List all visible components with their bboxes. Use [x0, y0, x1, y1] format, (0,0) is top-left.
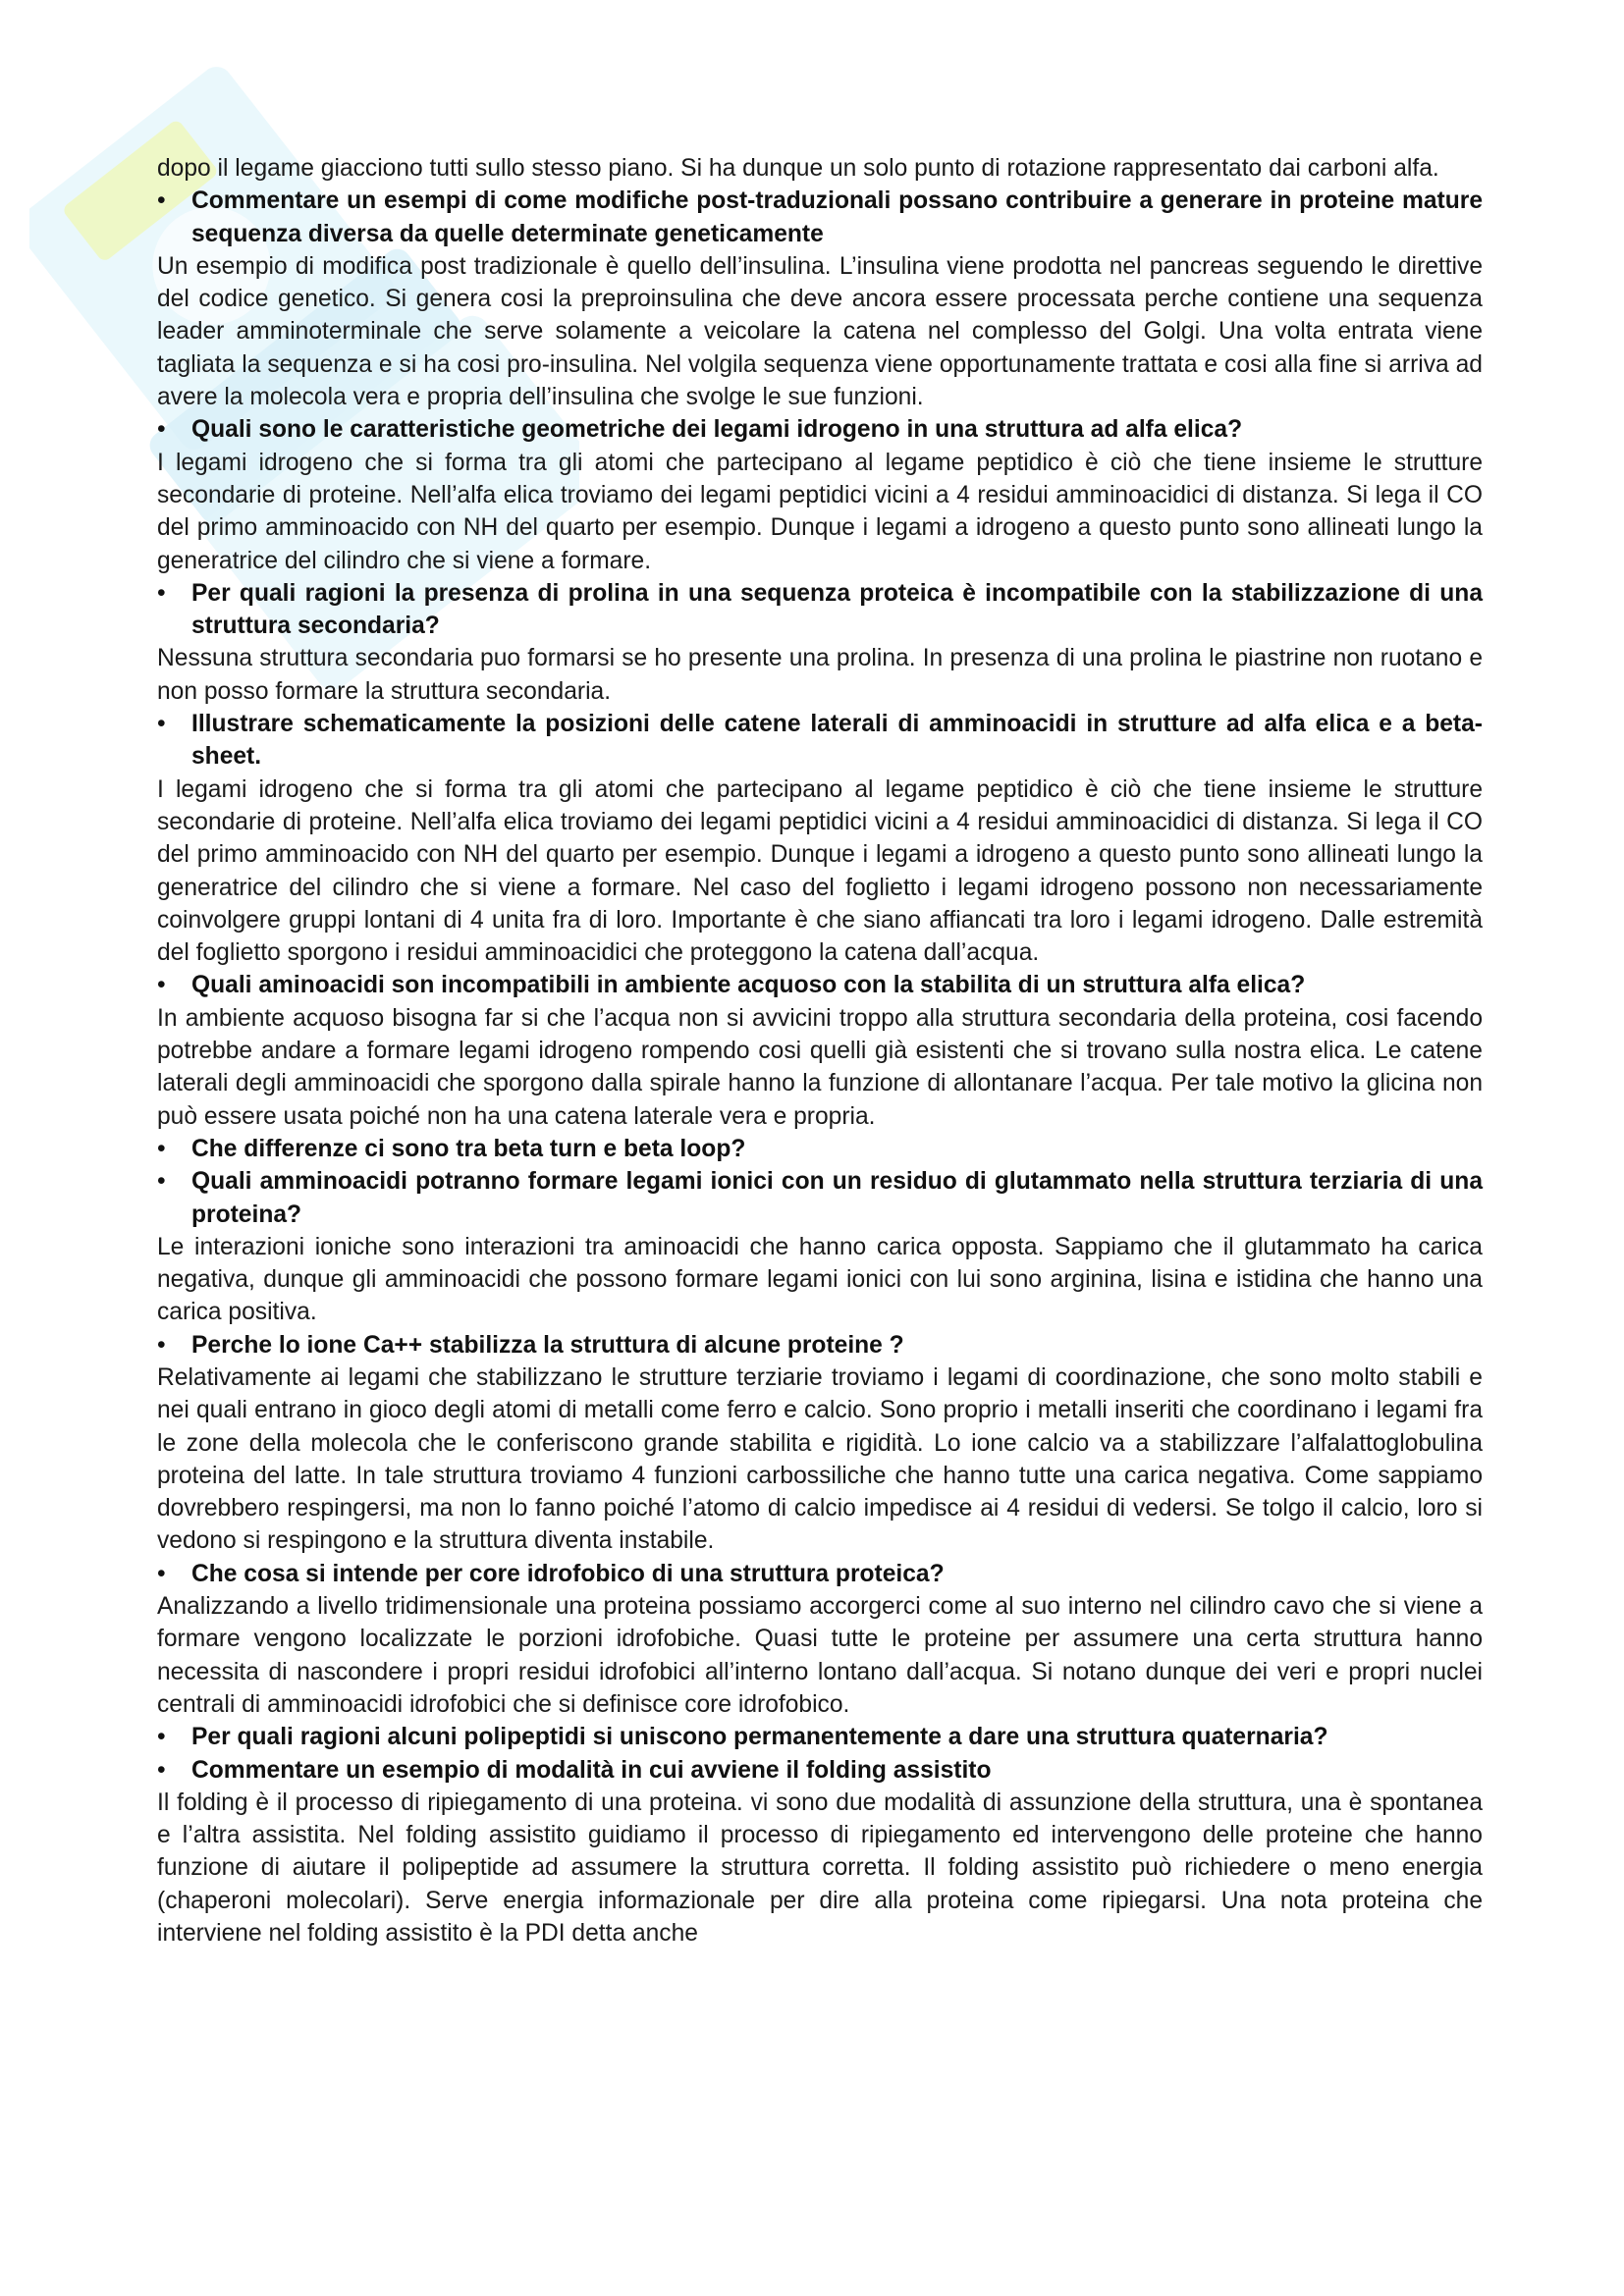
- bullet-icon: •: [157, 1331, 166, 1359]
- bullet-icon: •: [157, 1724, 166, 1751]
- question-text: Quali amminoacidi potranno formare legami ionici con un residuo di glutammato nella struttura terziaria di una proteina?: [191, 1168, 1483, 1228]
- question-text: Quali sono le caratteristiche geometriche dei legami idrogeno in una struttura ad alfa elica?: [191, 416, 1243, 444]
- question-text: Perche lo ione Ca++ stabilizza la struttura di alcune proteine ?: [191, 1331, 904, 1359]
- question-text: Commentare un esempi di come modifiche post-traduzionali possano contribuire a generare in proteine mature sequenza diversa da quelle determinate geneticamente: [191, 187, 1483, 247]
- bullet-icon: •: [157, 711, 166, 738]
- question-bullet-item: [157, 708, 1483, 774]
- question-bullet-item: [157, 969, 1483, 1001]
- question-bullet-item: [157, 413, 1483, 446]
- bullet-icon: •: [157, 579, 166, 607]
- question-text: Che cosa si intende per core idrofobico di una struttura proteica?: [191, 1560, 945, 1587]
- question-text: Per quali ragioni la presenza di prolina in una sequenza proteica è incompatibile con la stabilizzazione di una struttura secondaria?: [191, 579, 1483, 640]
- bullet-icon: •: [157, 187, 166, 215]
- bullet-icon: •: [157, 972, 166, 999]
- bullet-icon: •: [157, 1756, 166, 1784]
- bullet-icon: •: [157, 1560, 166, 1587]
- question-bullet-item: [157, 1329, 1483, 1362]
- paragraph: I legami idrogeno che si forma tra gli atomi che partecipano al legame peptidico è ciò che tiene insieme le strutture secondarie di proteine. Nell’alfa elica troviamo dei legami peptidici vicini a 4 residui amminoacidici di distanza. Si lega il CO del primo amminoacido con NH del quarto per esempio. Dunque i legami a idrogeno a questo punto sono allineati lungo la generatrice del cilindro che si viene a formare.: [157, 449, 1483, 574]
- question-bullet-item: [157, 1754, 1483, 1787]
- paragraph: Le interazioni ioniche sono interazioni tra aminoacidi che hanno carica opposta. Sappiamo che il glutammato ha carica negativa, dunque gli amminoacidi che possono formare legami ionici con lui sono arginina, lisina e istidina che hanno una carica positiva.: [157, 1233, 1483, 1326]
- question-text: Commentare un esempio di modalità in cui avviene il folding assistito: [191, 1756, 992, 1784]
- paragraph: In ambiente acquoso bisogna far si che l’acqua non si avvicini troppo alla struttura secondaria della proteina, cosi facendo potrebbe andare a formare legami idrogeno rompendo cosi quelli già esistenti che si trovano sulla nostra elica. Le catene laterali degli amminoacidi che sporgono dalla spirale hanno la funzione di allontanare l’acqua. Per tale motivo la glicina non può essere usata poiché non ha una catena laterale vera e propria.: [157, 1004, 1483, 1130]
- paragraph: Analizzando a livello tridimensionale una proteina possiamo accorgerci come al suo interno nel cilindro cavo che si viene a formare vengono localizzate le porzioni idrofobiche. Quasi tutte le proteine per assumere una certa struttura hanno necessita di nascondere i propri residui idrofobici all’interno lontano dall’acqua. Si notano dunque dei veri e propri nuclei centrali di amminoacidi idrofobici che si definisce core idrofobico.: [157, 1593, 1483, 1718]
- paragraph: dopo il legame giacciono tutti sullo stesso piano. Si ha dunque un solo punto di rotazione rappresentato dai carboni alfa.: [157, 155, 1439, 182]
- question-bullet-item: [157, 1721, 1483, 1753]
- question-text: Illustrare schematicamente la posizioni delle catene laterali di amminoacidi in strutture ad alfa elica e a beta-sheet.: [191, 711, 1483, 771]
- bullet-icon: •: [157, 416, 166, 444]
- paragraph: Un esempio di modifica post tradizionale è quello dell’insulina. L’insulina viene prodotta nel pancreas seguendo le direttive del codice genetico. Si genera cosi la preproinsulina che deve ancora essere processata perche contiene una sequenza leader amminoterminale che serve solamente a veicolare la catena nel complesso del Golgi. Una volta entrata viene tagliata la sequenza e si ha cosi pro-insulina. Nel volgila sequenza viene opportunamente trattata e cosi alla fine si arriva ad avere la molecola vera e propria dell’insulina che svolge le sue funzioni.: [157, 252, 1483, 411]
- paragraph: Nessuna struttura secondaria puo formarsi se ho presente una prolina. In presenza di una prolina le piastrine non ruotano e non posso formare la struttura secondaria.: [157, 645, 1483, 705]
- question-bullet-item: [157, 1165, 1483, 1231]
- question-text: Per quali ragioni alcuni polipeptidi si uniscono permanentemente a dare una struttura quaternaria?: [191, 1724, 1328, 1751]
- document-body: [157, 152, 1483, 1949]
- question-bullet-item: [157, 185, 1483, 250]
- question-text: Quali aminoacidi son incompatibili in ambiente acquoso con la stabilita di un struttura alfa elica?: [191, 972, 1306, 999]
- bullet-icon: •: [157, 1168, 166, 1196]
- question-bullet-item: [157, 1133, 1483, 1165]
- paragraph: I legami idrogeno che si forma tra gli atomi che partecipano al legame peptidico è ciò che tiene insieme le strutture secondarie di proteine. Nell’alfa elica troviamo dei legami peptidici vicini a 4 residui amminoacidici di distanza. Si lega il CO del primo amminoacido con NH del quarto per esempio. Dunque i legami a idrogeno a questo punto sono allineati lungo la generatrice del cilindro che si viene a formare. Nel caso del foglietto i legami idrogeno possono non necessariamente coinvolgere gruppi lontani di 4 unita fra di loro. Importante è che siano affiancati tra loro i legami idrogeno. Dalle estremità del foglietto sporgono i residui amminoacidici che proteggono la catena dall’acqua.: [157, 775, 1483, 967]
- paragraph: Il folding è il processo di ripiegamento di una proteina. vi sono due modalità di assunzione della struttura, una è spontanea e l’altra assistita. Nel folding assistito guidiamo il processo di ripiegamento ed intervengono delle proteine che hanno funzione di aiutare il polipeptide ad assumere la struttura corretta. Il folding assistito può richiedere o meno energia (chaperoni molecolari). Serve energia informazionale per dire alla proteina come ripiegarsi. Una nota proteina che interviene nel folding assistito è la PDI detta anche: [157, 1789, 1483, 1948]
- question-bullet-item: [157, 1558, 1483, 1590]
- question-bullet-item: [157, 577, 1483, 643]
- bullet-icon: •: [157, 1135, 166, 1162]
- paragraph: Relativamente ai legami che stabilizzano le strutture terziarie troviamo i legami di coordinazione, che sono molto stabili e nei quali entrano in gioco degli atomi di metalli come ferro e calcio. Sono proprio i metalli inseriti che coordinano i legami fra le zone della molecola che le conferiscono grande stabilita e rigidità. Lo ione calcio va a stabilizzare l’alfalattoglobulina proteina del latte. In tale struttura troviamo 4 funzioni carbossiliche che hanno tutte una carica negativa. Come sappiamo dovrebbero respingersi, ma non lo fanno poiché l’atomo di calcio impedisce ai 4 residui di vedersi. Se tolgo il calcio, loro si vedono si respingono e la struttura diventa instabile.: [157, 1363, 1483, 1555]
- question-text: Che differenze ci sono tra beta turn e beta loop?: [191, 1135, 746, 1162]
